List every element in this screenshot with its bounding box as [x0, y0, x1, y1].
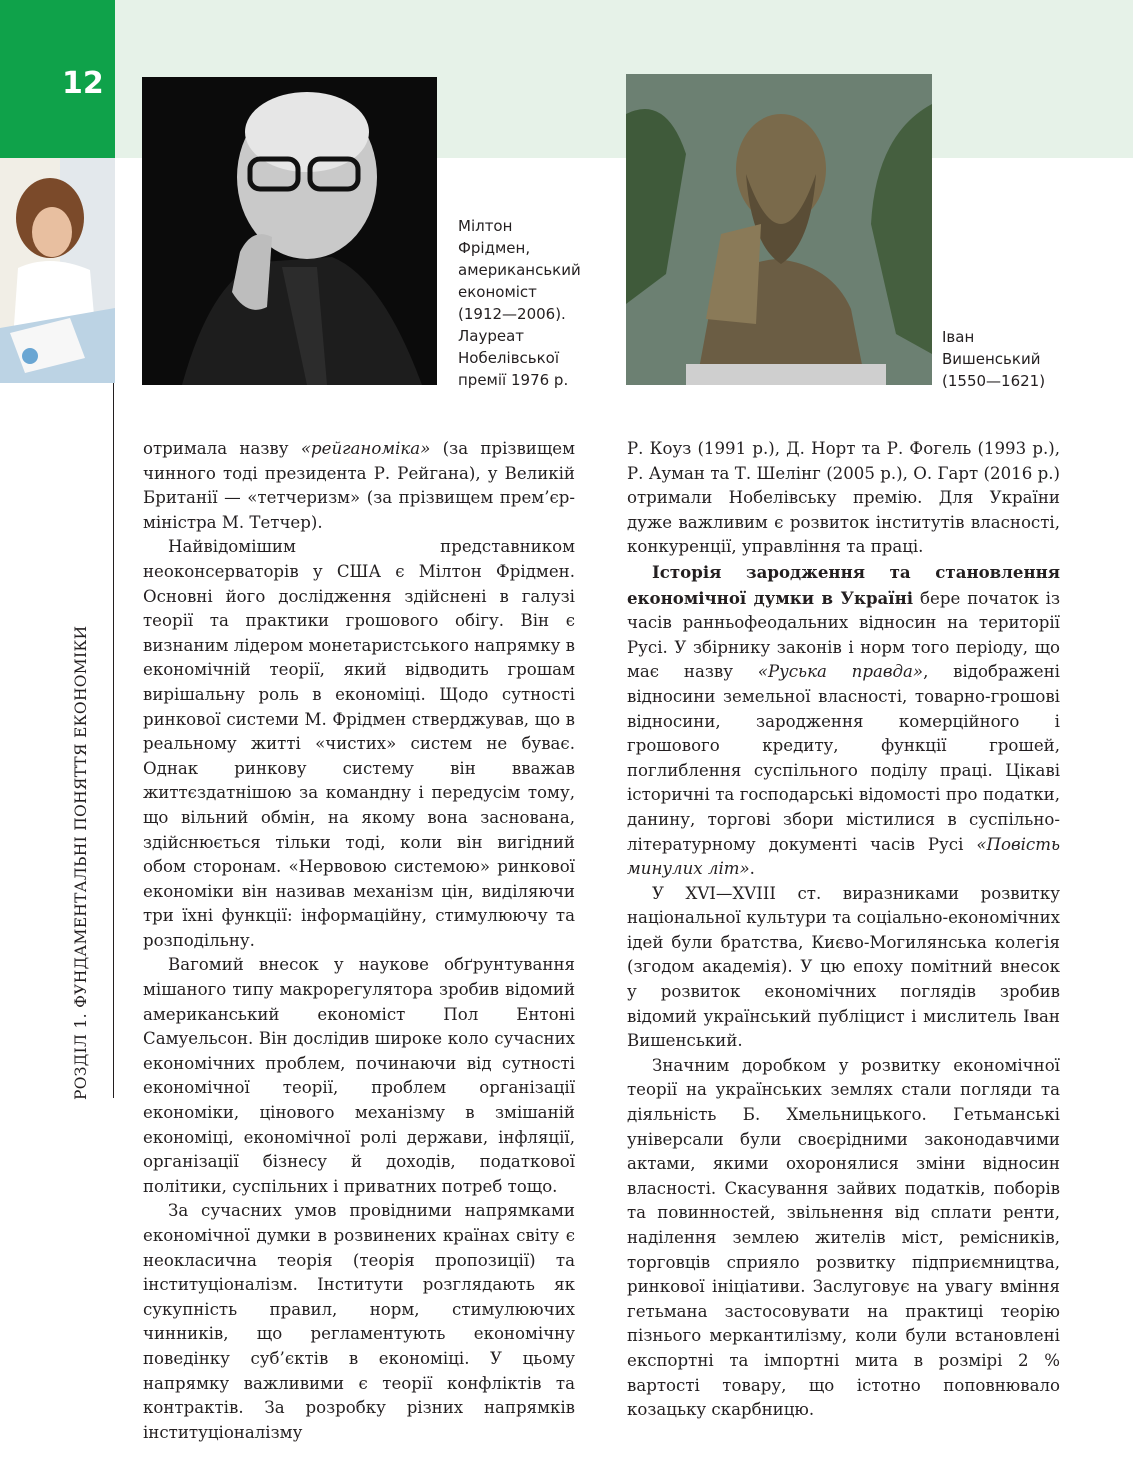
- text-run: бере початок із часів ранньофеодальних відносин на території Русі. У збірнику законів і норм того періоду, що має назву: [627, 588, 1060, 682]
- caption-line: економіст: [458, 283, 537, 301]
- right-text-column: [627, 437, 1060, 1423]
- italic-text: «Руська правда»: [757, 662, 924, 682]
- vyshenskyi-caption: [942, 326, 1045, 392]
- friedman-caption: [458, 215, 581, 391]
- side-photo-illustration: [0, 158, 115, 383]
- paragraph: [627, 882, 1060, 1054]
- friedman-photo: [142, 77, 437, 385]
- paragraph: [143, 953, 575, 1199]
- text-run: отримала назву: [143, 439, 301, 458]
- page-number-tab: [0, 0, 115, 158]
- caption-line: Мілтон: [458, 217, 513, 235]
- friedman-portrait: [142, 77, 437, 385]
- caption-line: Лауреат: [458, 327, 525, 345]
- text-run: У XVI—XVIII ст. виразниками розвитку національної культури та соціально-економічних ідей були братства, Києво-Могилянська колегія (згодом академія). У цю епоху помітний внесок у розвиток економічних поглядів зробив відомий український публіцист і мислитель Іван Вишенський.: [627, 883, 1060, 1051]
- caption-line: Нобелівської: [458, 349, 560, 367]
- italic-text: «рейганоміка»: [300, 439, 431, 458]
- caption-line: (1550—1621): [942, 372, 1046, 390]
- caption-line: Вишенський: [942, 350, 1041, 368]
- left-text-column: [143, 437, 575, 1445]
- vyshenskyi-monument: [626, 74, 932, 385]
- text-run: За сучасних умов провідними напрямками економічної думки в розвинених країнах світу є неокласична теорія (теорія пропозиції) та інституціоналізм. Інститути розглядають як сукупність правил, норм, стимулюючих чинників, що регламентують економічну поведінку суб’єктів в економіці. У цьому напрямку важливими є теорії конфліктів та контрактів. За розробку різних напрямків інституціоналізму: [143, 1201, 575, 1442]
- text-run: Вагомий внесок у наукове обґрунтування мішаного типу макрорегулятора зробив відомий американський економіст Пол Ентоні Самуельсон. Він дослідив широке коло сучасних економічних проблем, починаючи від сутності економічної теорії, проблем організації економіки, цінового механізму в змішаній економіці, економічної ролі держави, інфляції, організації бізнесу й доходів, податкової політики, суспільних і приватних потреб тощо.: [143, 955, 575, 1196]
- text-run: (за прізвищем чинного тоді президента Р. Рейгана), у Великій Британії — «тетчеризм» (за прізвищем прем’єр-міністра М. Тетчер).: [143, 439, 576, 532]
- paragraph: [143, 1199, 575, 1445]
- vyshenskyi-monument-photo: [626, 74, 932, 385]
- caption-line: Іван: [942, 328, 975, 346]
- caption-line: (1912—2006).: [458, 305, 566, 323]
- caption-line: премії 1976 р.: [458, 371, 569, 389]
- text-run: .: [749, 859, 755, 879]
- side-rule: [113, 383, 114, 1098]
- paragraph: [627, 1054, 1060, 1423]
- paragraph: [143, 437, 575, 535]
- side-decorative-photo: [0, 158, 115, 383]
- text-run: Р. Коуз (1991 р.), Д. Норт та Р. Фогель (1993 р.), Р. Ауман та Т. Шелінг (2005 р.), О. Гарт (2016 р.) отримали Нобелівську премію. Для України дуже важливим є розвиток інститутів власності, конкуренції, управління та праці.: [627, 439, 1060, 557]
- text-run: , відображені відносини земельної власності, товарно-грошові відносини, зародження комерційного і грошового кредиту, функції грошей, поглиблення суспільного поділу праці. Цікаві історичні та господарські відомості про податки, данину, торгові збори містилися в суспільно-літературному документі часів Русі: [627, 662, 1060, 854]
- paragraph: [143, 535, 575, 953]
- caption-line: американський: [458, 261, 581, 279]
- italic-text: «Повість минулих літ»: [627, 834, 1060, 879]
- text-run: Найвідомішим представником неоконсерваторів у США є Мілтон Фрідмен. Основні його дослідження здійснені в галузі теорії та практики грошового обігу. Він є визнаним лідером монетаристського напрямку в економічній теорії, який відводить грошам вирішальну роль в економіці. Щодо сутності ринкової системи М. Фрідмен стверджував, що в реальному житті «чистих» систем не буває. Однак ринкову систему він вважав життєздатнішою за командну і передусім тому, що вільний обмін, на якому вона заснована, здійснюється тільки тоді, коли він вигідний обом сторонам. «Нервовою системою» ринкової економіки він називав механізм цін, виділяючи три їхні функції: інформаційну, стимулюючу та розподільну.: [143, 537, 575, 950]
- section-title: РОЗДІЛ 1. ФУНДАМЕНТАЛЬНІ ПОНЯТТЯ ЕКОНОМІКИ: [72, 625, 90, 1100]
- caption-line: Фрідмен,: [458, 239, 531, 257]
- bold-text: Історія зародження та становлення економічної думки в Україні: [627, 561, 1060, 608]
- paragraph: [627, 560, 1060, 882]
- text-run: Значним доробком у розвитку економічної теорії на українських землях стали погляди та діяльність Б. Хмельницького. Гетьманські універсали були своєрідними законодавчими актами, якими охоронялися зміни відносин власності. Скасування зайвих податків, поборів та повинностей, звільнення від сплати ренти, наділення землею жителів міст, ремісників, торговців сприяло розвитку підприємництва, ринкової ініціативи. Заслуговує на увагу вміння гетьмана застосовувати на практиці теорію пізнього меркантилізму, коли були встановлені експортні та імпортні мита в розмірі 2 % вартості товару, що істотно поповнювало козацьку скарбницю.: [627, 1055, 1060, 1420]
- page-number: 12: [62, 66, 104, 101]
- paragraph: [627, 437, 1060, 560]
